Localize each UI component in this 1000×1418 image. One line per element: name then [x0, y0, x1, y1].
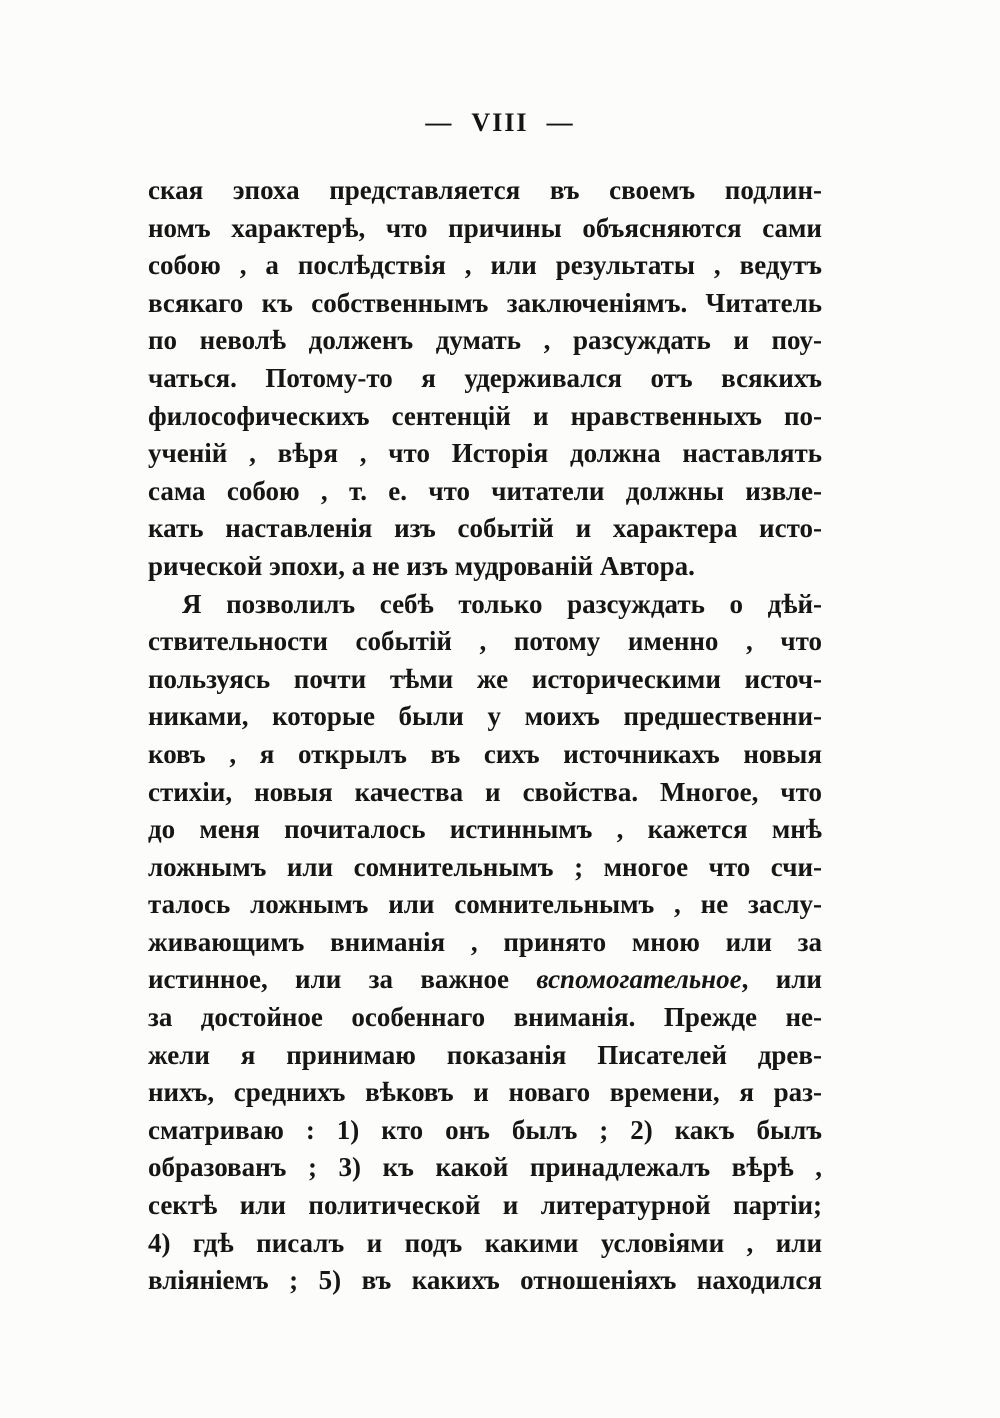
- page-header: [0, 108, 1000, 138]
- text-line: философическихъ сентенцій и нравственныхъ по-: [148, 400, 822, 431]
- text-line: чаться. Потому-то я удерживался отъ всякихъ: [148, 362, 822, 393]
- text-line: ложнымъ или сомнительнымъ ; многое что счи-: [148, 851, 822, 882]
- text-line: талось ложнымъ или сомнительнымъ , не заслу-: [148, 889, 822, 920]
- text-line: нихъ, среднихъ вѣковъ и новаго времени, я раз-: [148, 1077, 822, 1108]
- text-line: вліяніемъ ; 5) въ какихъ отношеніяхъ находился: [148, 1265, 822, 1296]
- text-line: ская эпоха представляется въ своемъ подлин-: [148, 175, 822, 205]
- header-dash-left: —: [425, 108, 454, 137]
- text-segment: , или: [741, 964, 822, 995]
- text-line: до меня почиталось истиннымъ , кажется мнѣ: [148, 814, 822, 845]
- text-line: рической эпохи, а не изъ мудрованій Автора.: [148, 550, 695, 581]
- text-line: никами, которые были у моихъ предшественни-: [148, 701, 822, 732]
- text-line: жели я принимаю показанія Писателей древ-: [148, 1039, 822, 1070]
- text-line: стихіи, новыя качества и свойства. Многое, что: [148, 776, 822, 807]
- text-line-italic: [148, 961, 822, 999]
- text-line: собою , а послѣдствія , или результаты , ведутъ: [148, 250, 822, 281]
- text-line: образованъ ; 3) къ какой принадлежалъ вѣрѣ ,: [148, 1152, 822, 1183]
- text-line: сматриваю : 1) кто онъ былъ ; 2) какъ былъ: [148, 1114, 822, 1145]
- text-line: за достойное особеннаго вниманія. Прежде не-: [148, 1002, 822, 1033]
- text-line: сектѣ или политической и литературной партіи;: [148, 1190, 822, 1221]
- text-line: номъ характерѣ, что причины объясняются сами: [148, 212, 822, 243]
- paragraph-start-line: Я позволилъ себѣ только разсуждать о дѣй-: [182, 588, 822, 619]
- italic-word: вспомогательное: [536, 964, 742, 995]
- page-number: VIII: [471, 108, 529, 137]
- text-segment: истинное, или за важное: [148, 964, 537, 995]
- text-line: пользуясь почти тѣми же историческими источ-: [148, 663, 822, 694]
- text-line: ковъ , я открылъ въ сихъ источникахъ новыя: [148, 738, 822, 769]
- text-line: по неволѣ долженъ думать , разсуждать и поу-: [148, 325, 822, 356]
- header-dash-right: —: [546, 108, 575, 137]
- text-line: ствительности событій , потому именно , что: [148, 626, 822, 657]
- body-text: [148, 172, 822, 1300]
- text-line: кать наставленія изъ событій и характера исто-: [148, 513, 822, 544]
- text-line: живающимъ вниманія , принято мною или за: [148, 926, 822, 957]
- text-line: всякаго къ собственнымъ заключеніямъ. Читатель: [148, 287, 822, 318]
- text-line: сама собою , т. е. что читатели должны извле-: [148, 475, 822, 506]
- text-line: 4) гдѣ писалъ и подъ какими условіями , или: [148, 1227, 822, 1258]
- text-line: ученій , вѣря , что Исторія должна наставлять: [148, 438, 822, 469]
